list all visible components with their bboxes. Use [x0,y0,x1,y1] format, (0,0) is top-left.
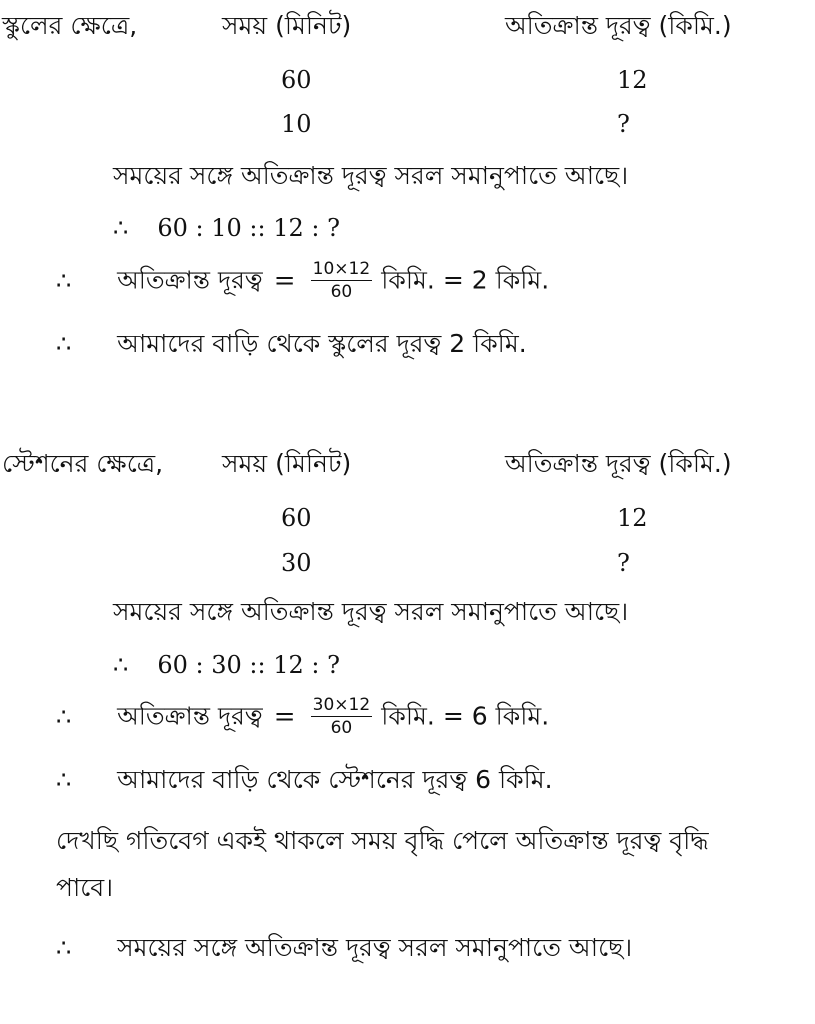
station-case-label: স্টেশনের ক্ষেত্রে, [2,449,164,478]
school-calc-result: কিমি. = 2 কিমি. [381,265,550,295]
school-conclusion-line [56,328,527,360]
station-col-time-header: সময় (মিনিট) [222,449,352,478]
station-col-distance-header: অতিক্রান্ত দূরত্ব (কিমি.) [505,449,732,478]
therefore-symbol: ∴ [113,651,129,679]
station-fraction-denominator: 60 [330,718,353,738]
school-row1-time: 60 [281,66,312,94]
station-fraction [311,694,373,739]
station-row2-time: 30 [281,549,312,577]
school-proportion-line [113,212,340,244]
therefore-symbol: ∴ [56,766,72,794]
school-row1-distance: 12 [617,66,648,94]
therefore-symbol: ∴ [56,330,72,358]
station-conclusion: আমাদের বাড়ি থেকে স্টেশনের দূরত্ব 6 কিমি. [117,765,553,794]
school-fraction-denominator: 60 [330,282,353,302]
school-calc-label: অতিক্রান্ত দূরত্ব [117,265,263,295]
station-proportion-line [113,649,340,681]
final-statement: সময়ের সঙ্গে অতিক্রান্ত দূরত্ব সরল সমানুপাতে আছে। [117,933,633,962]
station-row2-distance: ? [617,549,630,577]
station-fraction-numerator: 30×12 [312,695,371,715]
station-calc-result: কিমি. = 6 কিমি. [381,701,550,731]
school-case-label: স্কুলের ক্ষেত্রে, [2,11,138,40]
station-proportion: 60 : 30 :: 12 : ? [157,651,340,679]
station-calc-label: অতিক্রান্ত দূরত্ব [117,701,263,731]
station-statement: সময়ের সঙ্গে অতিক্রান্ত দূরত্ব সরল সমানুপাতে আছে। [113,597,629,626]
school-row2-distance: ? [617,110,630,138]
school-fraction-numerator: 10×12 [312,259,371,279]
final-statement-line [56,932,632,964]
school-col-distance-header: অতিক্রান্ত দূরত্ব (কিমি.) [505,11,732,40]
equals-sign: = [273,265,296,296]
therefore-symbol: ∴ [56,702,72,731]
therefore-symbol: ∴ [56,266,72,295]
school-row2-time: 10 [281,110,312,138]
equals-sign: = [273,701,296,732]
school-calc-line [56,258,549,303]
school-col-time-header: সময় (মিনিট) [222,11,352,40]
station-conclusion-line [56,764,553,796]
school-fraction [311,258,373,303]
station-row1-time: 60 [281,504,312,532]
school-proportion: 60 : 10 :: 12 : ? [157,214,340,242]
school-conclusion: আমাদের বাড়ি থেকে স্কুলের দূরত্ব 2 কিমি. [117,329,527,358]
school-statement: সময়ের সঙ্গে অতিক্রান্ত দূরত্ব সরল সমানুপাতে আছে। [113,161,629,190]
observation-line-2: পাবে। [56,873,114,902]
therefore-symbol: ∴ [56,934,72,962]
station-calc-line [56,694,549,739]
observation-line-1: দেখছি গতিবেগ একই থাকলে সময় বৃদ্ধি পেলে অতিক্রান্ত দূরত্ব বৃদ্ধি [56,826,709,855]
station-row1-distance: 12 [617,504,648,532]
therefore-symbol: ∴ [113,214,129,242]
